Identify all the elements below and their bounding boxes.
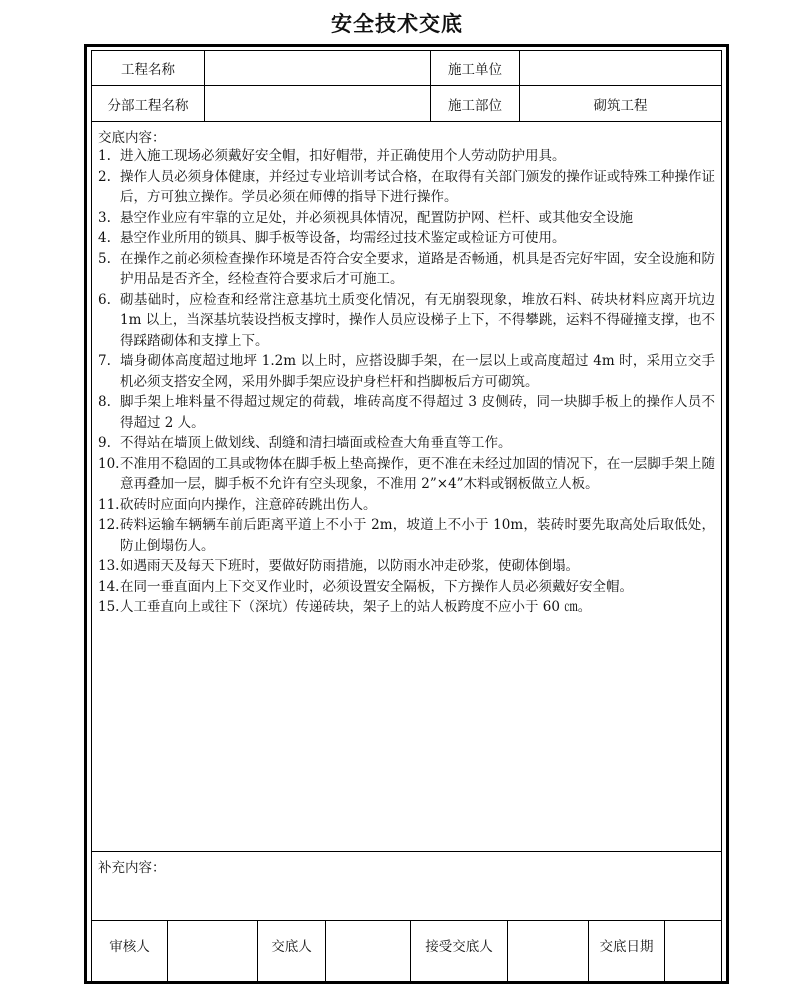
signature-row — [92, 921, 721, 981]
item-number: 9. — [98, 435, 111, 451]
item-text: 脚手架上堆料量不得超过规定的荷载，堆砖高度不得超过 3 皮侧砖，同一块脚手板上的操作人员不得超过 2 人。 — [120, 394, 715, 431]
item-text: 不得站在墙顶上做划线、刮缝和清扫墙面或检查大角垂直等工作。 — [120, 435, 512, 451]
disclosure-item — [98, 515, 715, 556]
item-text: 人工垂直向上或往下（深坑）传递砖块，架子上的站人板跨度不应小于 60 ㎝。 — [120, 599, 592, 615]
receiver-field[interactable] — [508, 921, 589, 981]
item-text: 在操作之前必须检查操作环境是否符合安全要求，道路是否畅通，机具是否完好牢固，安全设施和防护用品是否齐全，经检查符合要求后才可施工。 — [120, 250, 715, 287]
project-name-field[interactable] — [205, 51, 431, 85]
content-heading: 交底内容： — [98, 130, 166, 146]
item-number: 12. — [98, 517, 120, 533]
item-text: 操作人员必须身体健康，并经过专业培训考试合格，在取得有关部门颁发的操作证或特殊工种操作证后，方可独立操作。学员必须在师傅的指导下进行操作。 — [120, 168, 715, 205]
discloser-field[interactable] — [326, 921, 411, 981]
date-label: 交底日期 — [589, 921, 665, 981]
item-number: 1. — [98, 148, 111, 164]
reviewer-label: 审核人 — [92, 921, 168, 981]
item-text: 砌基础时，应检查和经常注意基坑土质变化情况，有无崩裂现象，堆放石料、砖块材料应离开坑边1m 以上，当深基坑装设挡板支撑时，操作人员应设梯子上下，不得攀跳，运料不得碰撞支撑，也不得踩踏砌体和支撑上下。 — [120, 291, 715, 349]
item-text: 悬空作业所用的锁具、脚手板等设备，均需经过技术鉴定或检证方可使用。 — [120, 230, 566, 246]
supplement-section[interactable] — [92, 852, 721, 921]
item-number: 8. — [98, 394, 111, 410]
form-table — [91, 50, 722, 981]
item-number: 15. — [98, 599, 120, 615]
construction-part-field[interactable]: 砌筑工程 — [593, 97, 648, 114]
item-number: 6. — [98, 291, 111, 308]
disclosure-item — [98, 208, 715, 229]
document-title: 安全技术交底 — [331, 11, 463, 36]
discloser-label: 交底人 — [258, 921, 326, 981]
item-number: 7. — [98, 353, 111, 369]
disclosure-item — [98, 290, 715, 352]
date-field[interactable] — [665, 921, 721, 981]
header-row-2 — [92, 86, 721, 122]
item-text: 悬空作业应有牢靠的立足处，并必须视具体情况，配置防护网、栏杆、或其他安全设施 — [120, 209, 633, 226]
item-number: 4. — [98, 230, 111, 246]
item-text: 墙身砌体高度超过地坪 1.2m 以上时，应搭设脚手架，在一层以上或高度超过 4m 时，采用立交手机必须支搭安全网，采用外脚手架应设护身栏杆和挡脚板后方可砌筑。 — [120, 353, 715, 390]
item-number: 3. — [98, 209, 111, 226]
item-number: 13. — [98, 558, 120, 574]
receiver-label: 接受交底人 — [411, 921, 508, 981]
item-number: 11. — [98, 496, 120, 513]
disclosure-content-section — [92, 122, 721, 852]
disclosure-item — [98, 392, 715, 433]
disclosure-item — [98, 167, 715, 208]
header-row-1 — [92, 51, 721, 86]
sub-project-field[interactable] — [205, 86, 431, 121]
sub-project-label: 分部工程名称 — [92, 86, 205, 121]
construction-part-label: 施工部位 — [431, 86, 520, 121]
disclosure-item — [98, 228, 715, 249]
item-text: 进入施工现场必须戴好安全帽，扣好帽带，并正确使用个人劳动防护用具。 — [120, 148, 566, 164]
disclosure-item — [98, 433, 715, 454]
item-text: 如遇雨天及每天下班时，要做好防雨措施，以防雨水冲走砂浆，使砌体倒塌。 — [120, 558, 579, 574]
disclosure-item — [98, 597, 715, 618]
item-number: 10. — [98, 455, 120, 472]
project-name-label: 工程名称 — [92, 51, 205, 85]
item-text: 砖料运输车辆辆车前后距离平道上不小于 2m，坡道上不小于 10m，装砖时要先取高处后取低处，防止倒塌伤人。 — [120, 517, 715, 554]
disclosure-item — [98, 146, 715, 167]
item-number: 14. — [98, 578, 120, 595]
item-number: 2. — [98, 168, 111, 185]
reviewer-field[interactable] — [168, 921, 258, 981]
item-number: 5. — [98, 250, 111, 267]
form-frame — [84, 44, 729, 984]
construction-unit-field[interactable] — [520, 51, 721, 85]
supplement-heading: 补充内容： — [98, 860, 166, 876]
disclosure-item — [98, 577, 715, 598]
disclosure-item — [98, 454, 715, 495]
disclosure-item — [98, 351, 715, 392]
disclosure-item — [98, 556, 715, 577]
item-text: 不准用不稳固的工具或物体在脚手板上垫高操作，更不准在未经过加固的情况下，在一层脚手架上随意再叠加一层，脚手板不允许有空头现象，不准用 2”×4”木料或钢板做立人板。 — [120, 455, 715, 492]
disclosure-item — [98, 249, 715, 290]
construction-unit-label: 施工单位 — [431, 51, 520, 85]
disclosure-items-list — [98, 146, 715, 618]
disclosure-item — [98, 495, 715, 516]
item-text: 砍砖时应面向内操作，注意碎砖跳出伤人。 — [120, 496, 377, 513]
item-text: 在同一垂直面内上下交叉作业时，必须设置安全隔板，下方操作人员必须戴好安全帽。 — [120, 578, 633, 595]
